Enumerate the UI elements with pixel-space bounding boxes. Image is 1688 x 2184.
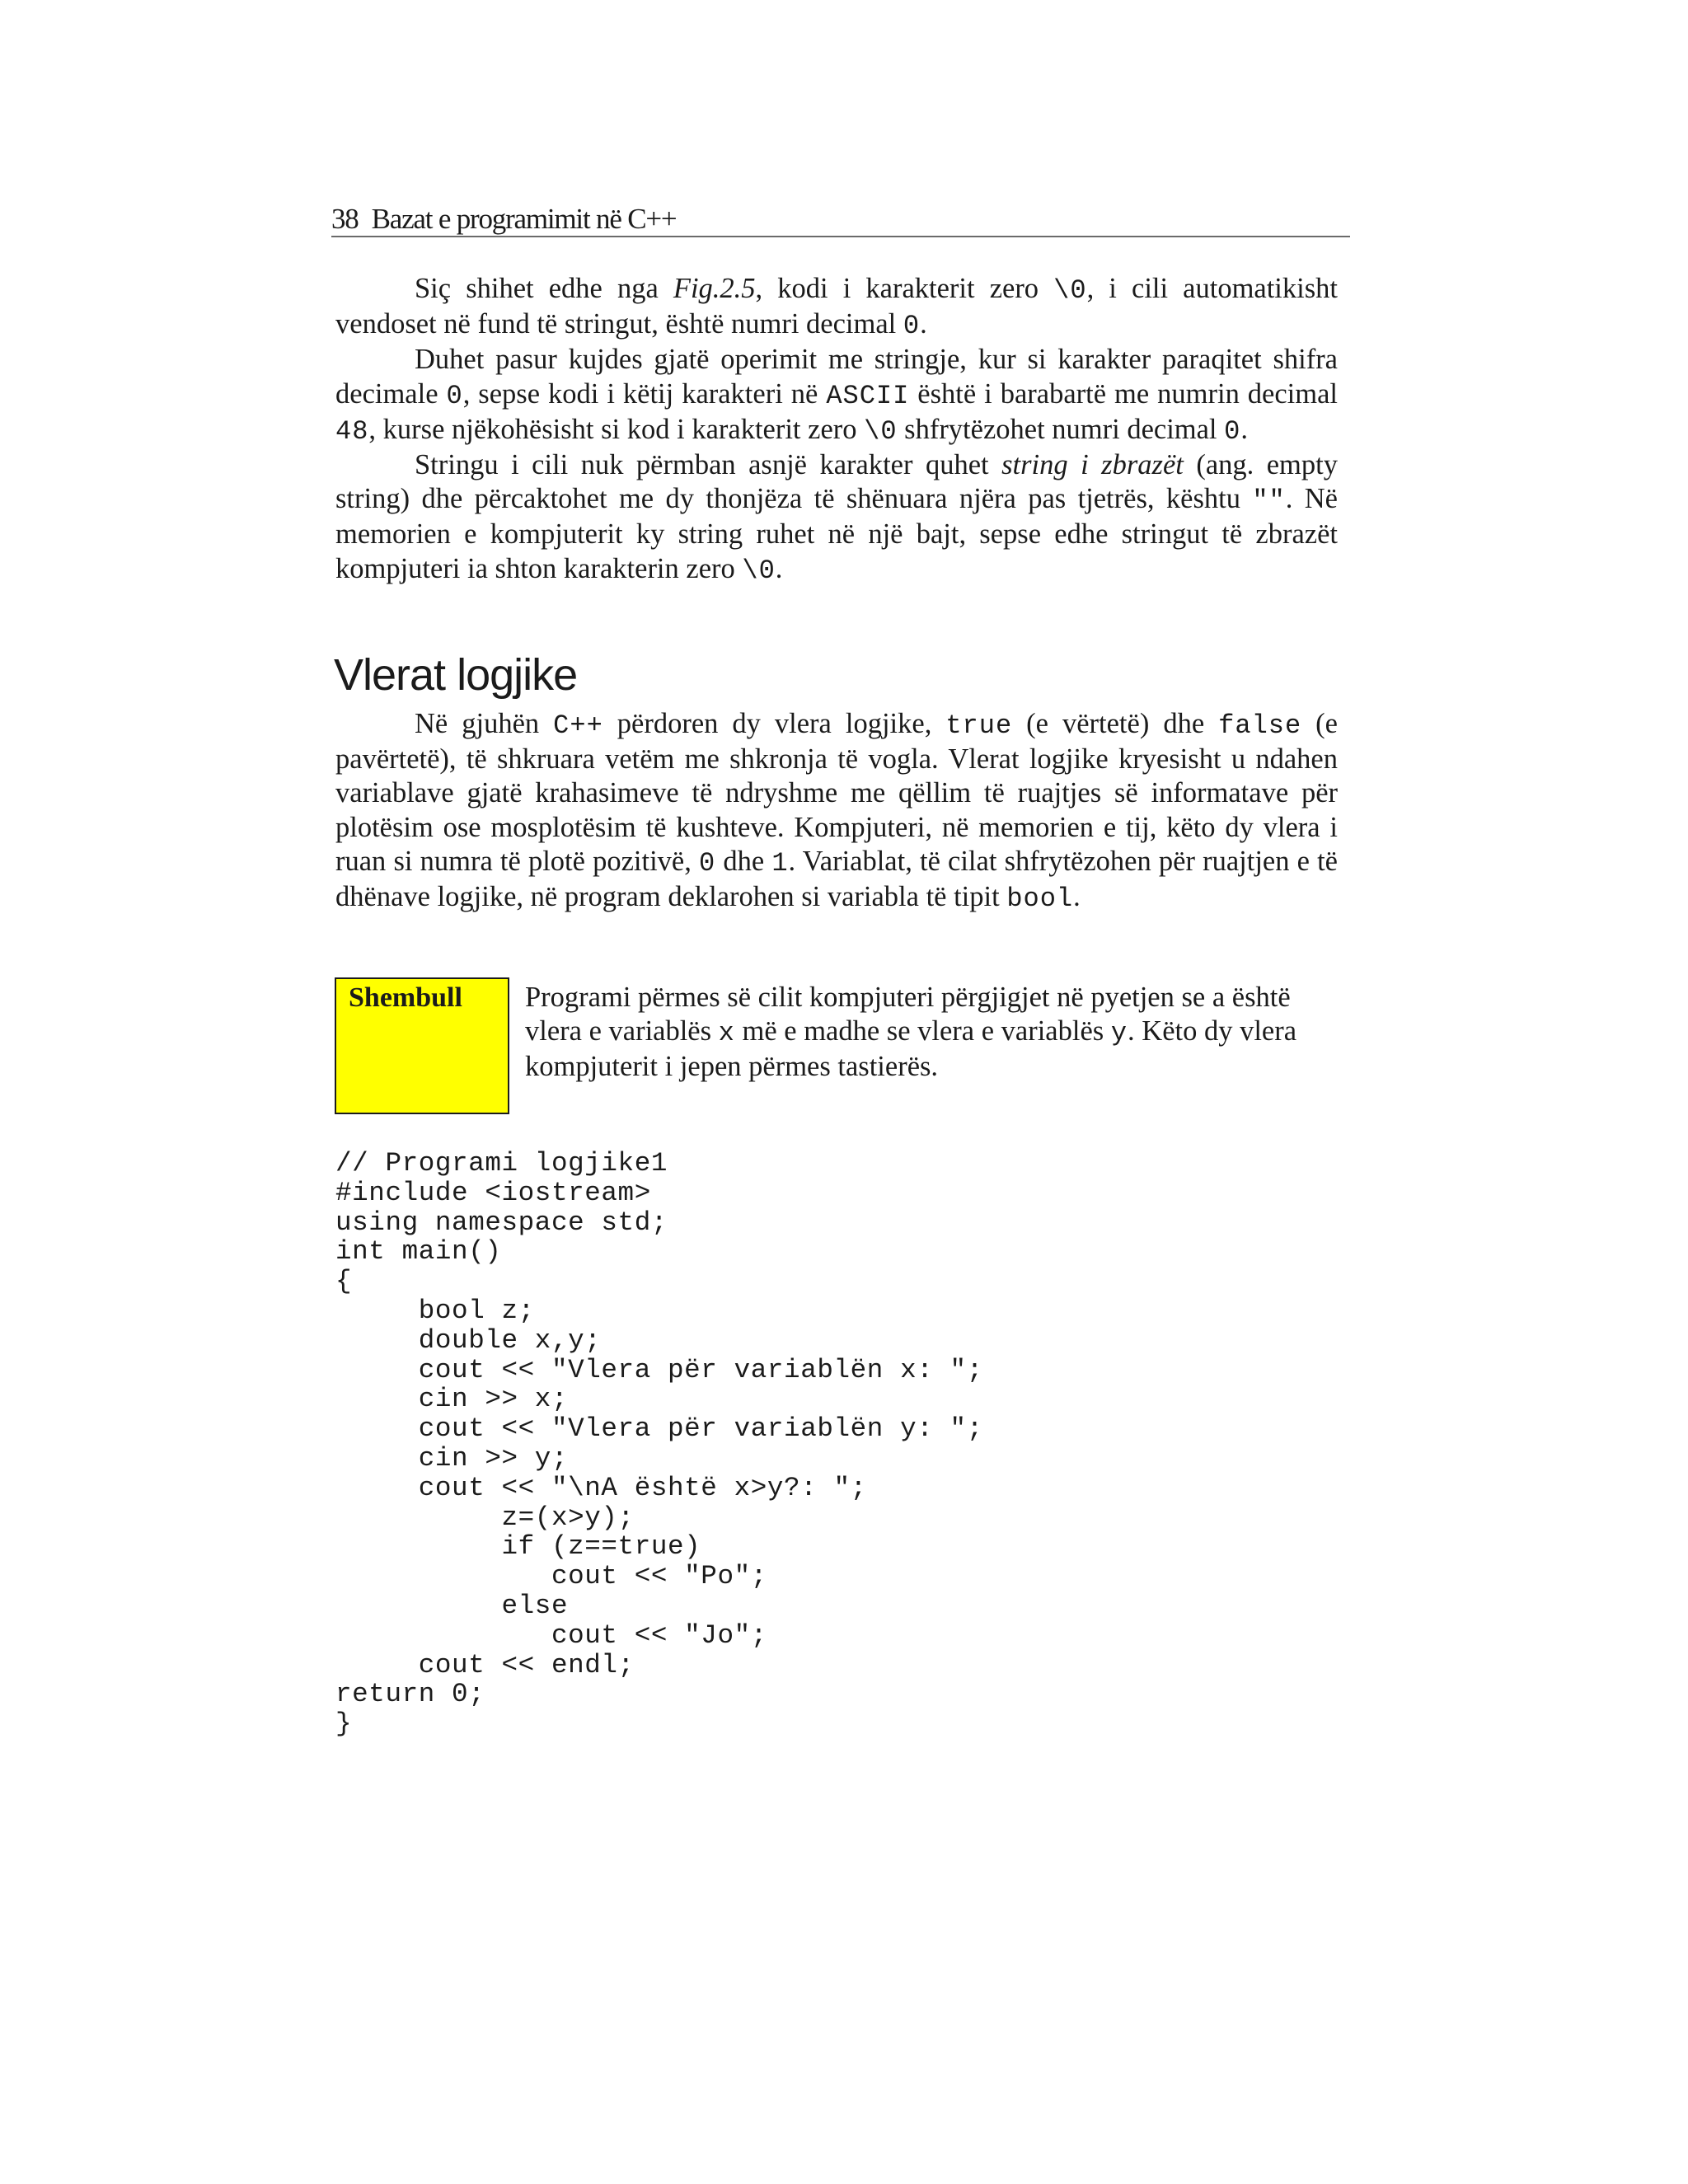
text-run: Programi përmes së cilit kompjuteri përgjigjet në pyetjen se a është vlera e variablës xyxy=(525,982,1291,1047)
code-line: cout << "Vlera për variablën y: "; xyxy=(335,1413,983,1445)
text-run: . Në memorien e kompjuterit ky string ruhet në një bajt, sepse edhe stringut të zbrazët kompjuteri ia shton karakterin zero xyxy=(335,483,1338,584)
text-run: (ang. empty string) dhe përcaktohet me dy thonjëza të shënuara njëra pas tjetrës, kështu xyxy=(335,449,1338,515)
text-run: (e vërtetë) dhe xyxy=(1012,708,1219,739)
text-run: . xyxy=(775,552,783,584)
section-body xyxy=(335,707,1338,916)
text-run: Stringu i cili nuk përmban asnjë karakter quhet xyxy=(415,449,1002,481)
code-line: return 0; xyxy=(335,1679,485,1710)
text-run: , kurse njëkohësisht si kod i karakterit zero xyxy=(368,413,865,445)
code-line: // Programi logjike1 xyxy=(335,1148,668,1179)
inline-code: false xyxy=(1218,710,1302,741)
text-run: përdoren dy vlera logjike, xyxy=(603,708,946,739)
inline-code: \0 xyxy=(864,415,898,447)
inline-code: C++ xyxy=(553,710,603,741)
text-run: , sepse kodi i këtij karakteri në xyxy=(462,377,827,410)
inline-code: 0 xyxy=(1224,415,1241,447)
code-line: z=(x>y); xyxy=(335,1502,635,1533)
example-label: Shembull xyxy=(349,982,462,1013)
code-line: using namespace std; xyxy=(335,1207,668,1238)
code-line: { xyxy=(335,1266,353,1297)
text-run: është i barabartë me numrin decimal xyxy=(909,377,1338,410)
text-run: . xyxy=(1073,881,1081,913)
code-line: bool z; xyxy=(335,1295,535,1326)
text-run: dhe xyxy=(715,845,772,877)
code-line: cin >> y; xyxy=(335,1442,569,1474)
paragraph xyxy=(335,272,1338,343)
emphasis-text: string i zbrazët xyxy=(1001,449,1184,481)
code-line: } xyxy=(335,1708,353,1740)
paragraph xyxy=(335,448,1338,588)
text-run: Në gjuhën xyxy=(415,708,554,739)
text-run: Duhet pasur kujdes gjatë operimit me stringje, kur si karakter paraqitet shifra decimale xyxy=(335,344,1338,410)
inline-code: ASCII xyxy=(826,380,910,411)
text-run: . Këto dy vlera kompjuterit i jepen përmes tastierës. xyxy=(525,1015,1297,1083)
paragraph xyxy=(335,343,1338,448)
inline-code: bool xyxy=(1006,883,1074,915)
code-line: else xyxy=(335,1590,569,1621)
emphasis-text: Fig.2.5 xyxy=(673,273,756,304)
page-header xyxy=(331,198,1350,237)
code-line: #include <iostream> xyxy=(335,1177,651,1208)
code-line: cout << "Po"; xyxy=(335,1561,767,1592)
code-line: cout << "\nA është x>y?: "; xyxy=(335,1472,867,1503)
code-line: double x,y; xyxy=(335,1324,602,1356)
book-title: Bazat e programimit në C++ xyxy=(371,203,677,235)
inline-code: "" xyxy=(1252,485,1286,517)
inline-code: x xyxy=(718,1018,735,1049)
intro-text xyxy=(335,272,1338,588)
paragraph xyxy=(335,707,1338,916)
section-heading: Vlerat logjike xyxy=(334,650,578,700)
text-run: , kodi i karakterit zero xyxy=(755,273,1054,304)
inline-code: 0 xyxy=(446,380,463,411)
example-label-box xyxy=(335,977,509,1114)
inline-code: y xyxy=(1110,1018,1128,1049)
code-listing xyxy=(335,1149,983,1739)
text-run: . Variablat, të cilat shfrytëzohen për ruajtjen e të dhënave logjike, në program deklarohen si variabla të tipit xyxy=(335,845,1338,913)
text-run: më e madhe se vlera e variablës xyxy=(734,1015,1111,1047)
inline-code: 0 xyxy=(699,847,716,879)
code-line: cin >> x; xyxy=(335,1384,569,1415)
text-run: . xyxy=(1240,413,1248,445)
code-line: int main() xyxy=(335,1236,502,1268)
text-run: shfrytëzohet numri decimal xyxy=(897,413,1225,445)
code-line: if (z==true) xyxy=(335,1531,701,1563)
code-line: cout << endl; xyxy=(335,1649,635,1680)
page-number: 38 xyxy=(331,203,359,235)
text-run: , i cili automatikisht vendoset në fund të stringut, është numri decimal xyxy=(335,273,1338,340)
example-description xyxy=(525,981,1341,1085)
code-line: cout << "Vlera për variablën x: "; xyxy=(335,1354,983,1385)
text-run: Siç shihet edhe nga xyxy=(415,273,673,304)
inline-code: 0 xyxy=(903,311,921,342)
code-line: cout << "Jo"; xyxy=(335,1619,767,1651)
inline-code: 48 xyxy=(335,415,369,447)
inline-code: true xyxy=(945,710,1013,741)
inline-code: 1 xyxy=(771,847,789,879)
inline-code: \0 xyxy=(742,555,776,586)
inline-code: \0 xyxy=(1053,275,1087,306)
text-run: . xyxy=(920,308,927,340)
text-run: (e pavërtetë), të shkruara vetëm me shkronja të vogla. Vlerat logjike kryesisht u ndahen variablave gjatë krahasimeve të ndryshme me qëllim të ruajtjes së informatave për plotësim ose mosplotësim të kushteve. Kompjuteri, në memorien e tij, këto dy vlera i ruan si numra të plotë pozitivë, xyxy=(335,708,1338,877)
